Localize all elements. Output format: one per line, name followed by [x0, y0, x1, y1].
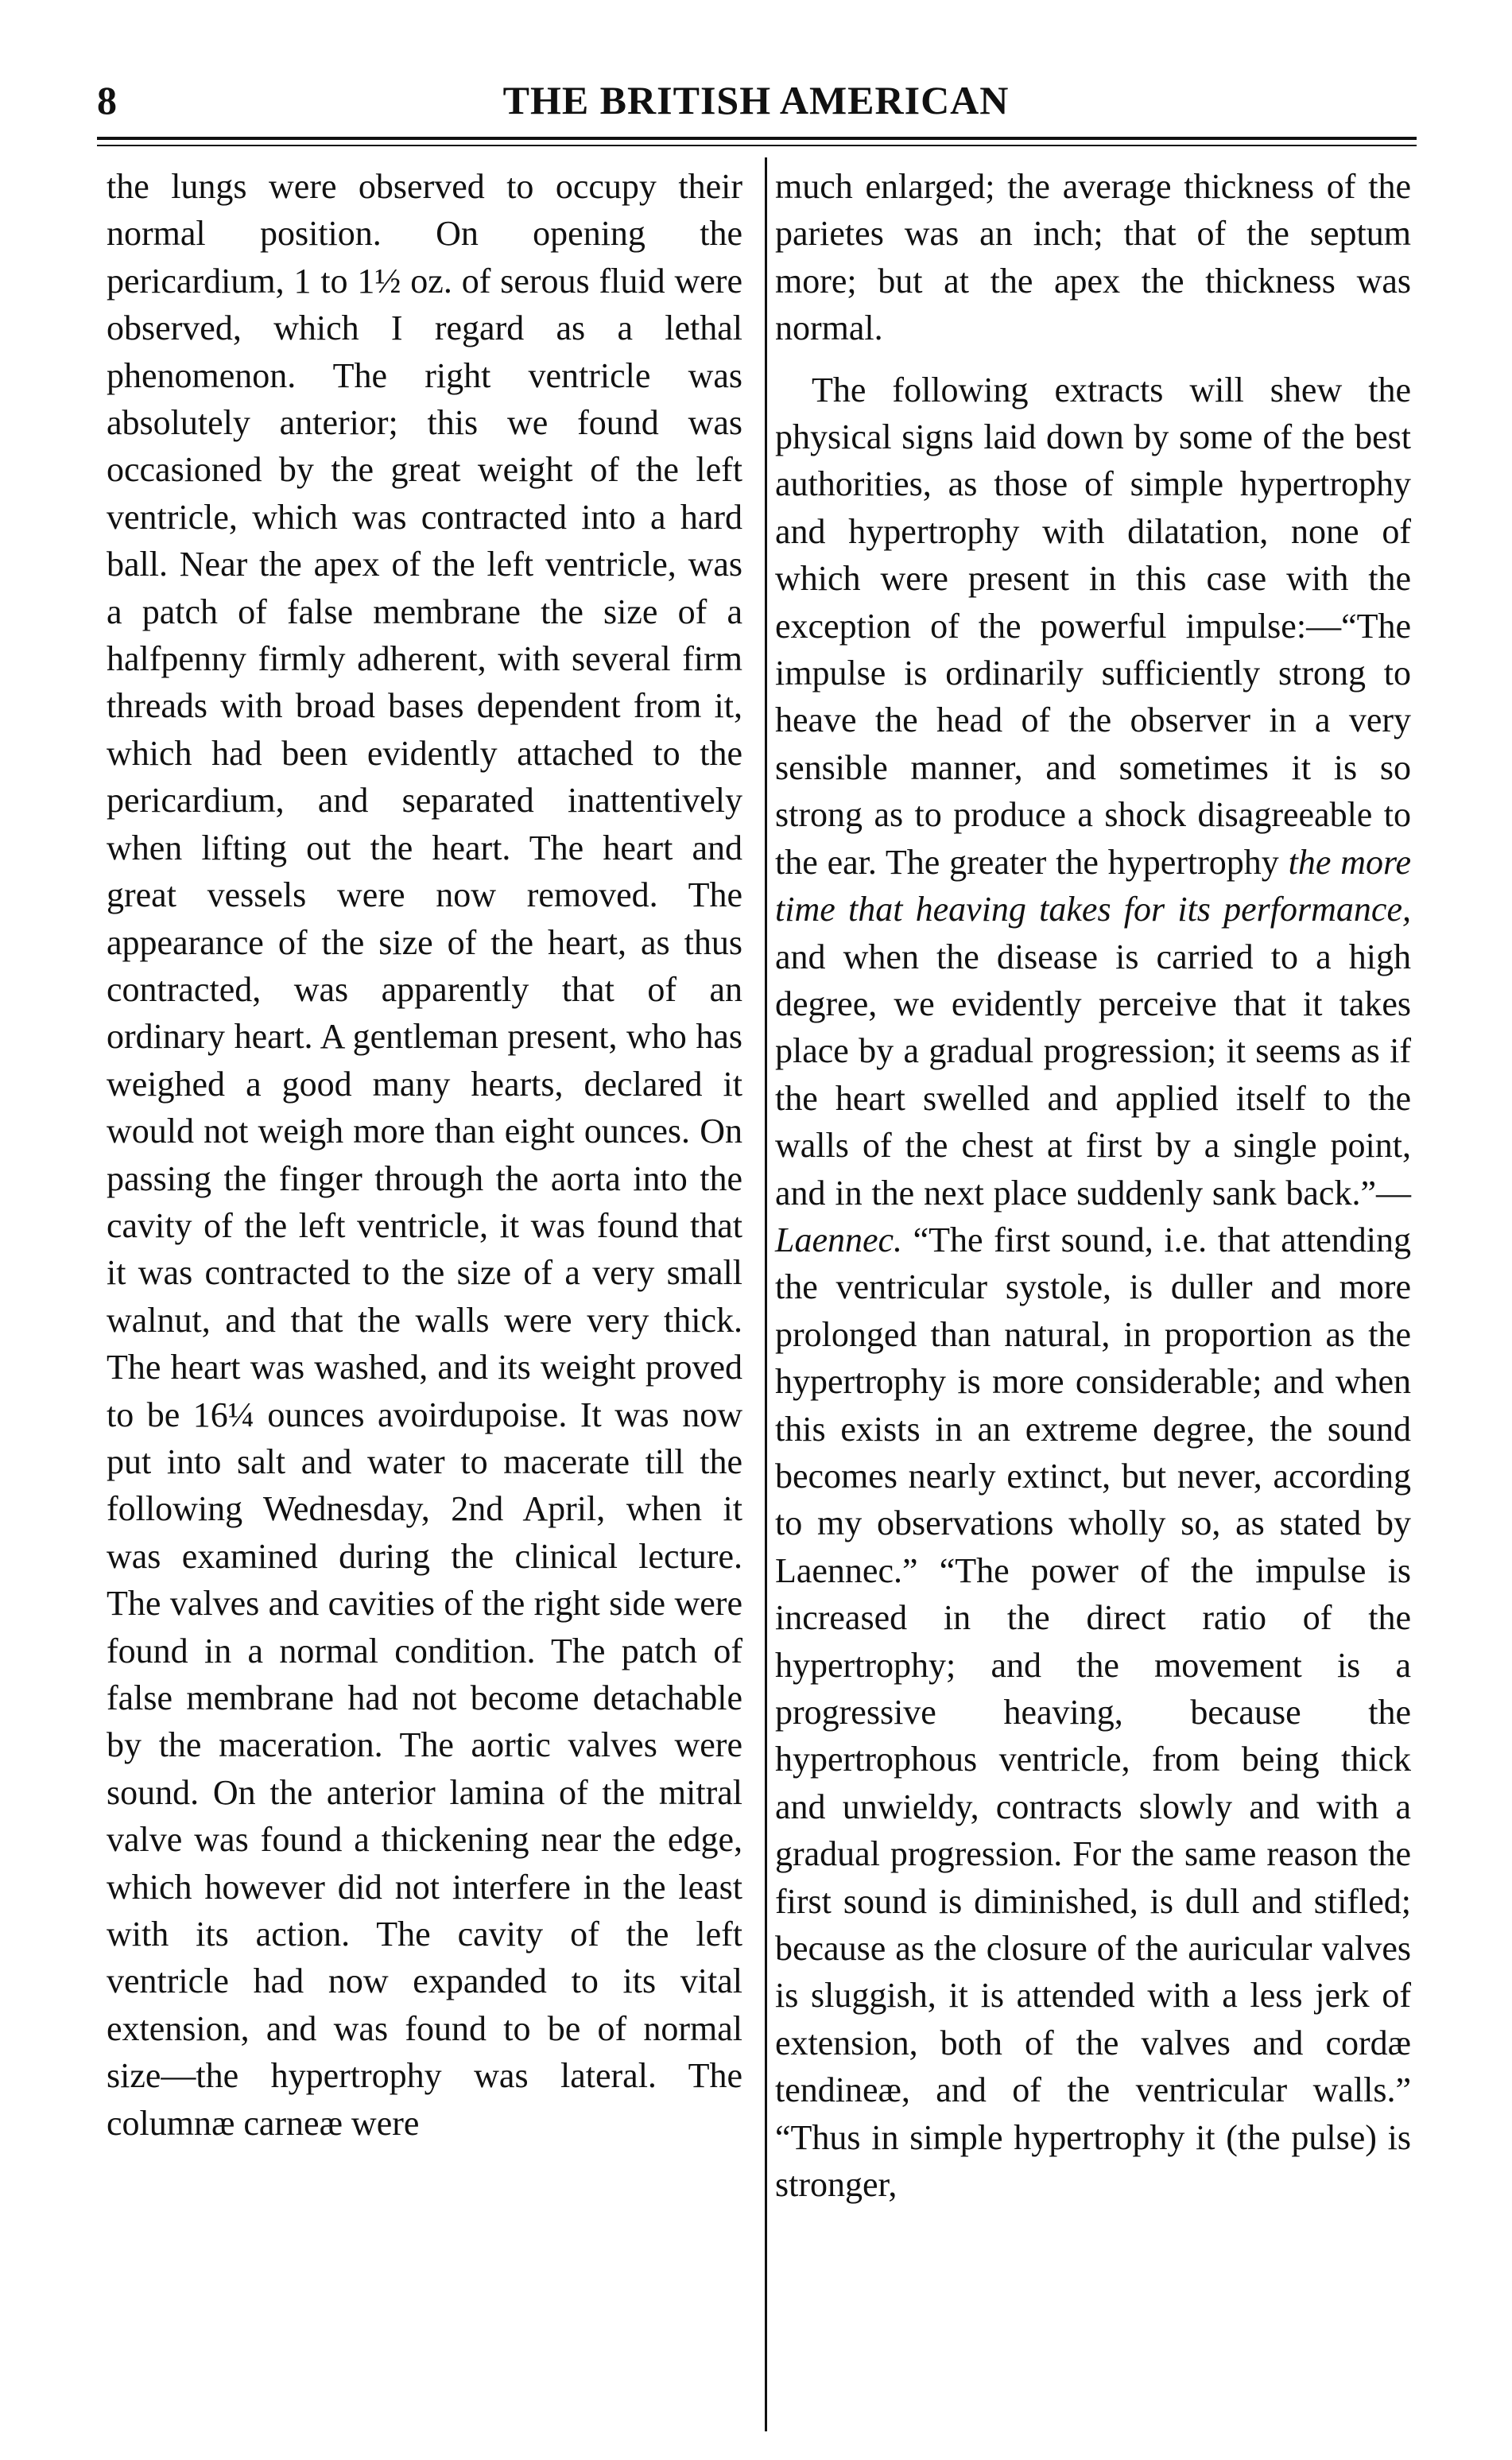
- italic-emphasis: the more time that heaving takes for its performance,: [775, 842, 1411, 929]
- left-paragraph: the lungs were observed to occupy their normal position. On opening the pericardium, 1 to 1½ oz. of serous fluid were observed, which I regard as a lethal phenomenon. The right ventricle was absolutely anterior; this we found was occasioned by the great weight of the left ventricle, which was contracted into a hard ball. Near the apex of the left ventricle, was a patch of false membrane the size of a halfpenny firmly adherent, with several firm threads with broad bases dependent from it, which had been evidently attached to the pericardium, and separated inattentively when lifting out the heart. The heart and great vessels were now removed. The appearance of the size of the heart, as thus contracted, was apparently that of an ordinary heart. A gentleman present, who has weighed a good many hearts, declared it would not weigh more than eight ounces. On passing the finger through the aorta into the cavity of the left ventricle, it was found that it was contracted to the size of a very small walnut, and that the walls were very thick. The heart was washed, and its weight proved to be 16¼ ounces avoirdupoise. It was now put into salt and water to macerate till the following Wednesday, 2nd April, when it was examined during the clinical lecture. The valves and cavities of the right side were found in a normal condition. The patch of false membrane had not become detachable by the maceration. The aortic valves were sound. On the anterior lamina of the mitral valve was found a thickening near the edge, which however did not interfere in the least with its action. The cavity of the left ventricle had now expanded to its vital extension, and was found to be of normal size—the hypertrophy was lateral. The columnæ carneæ were: [107, 167, 742, 2143]
- right-paragraph-1: much enlarged; the average thickness of the parietes was an inch; that of the septum more; but at the apex the thickness was normal.: [775, 167, 1411, 348]
- page-number: 8: [97, 78, 117, 122]
- left-column: [107, 163, 742, 2147]
- column-divider: [765, 157, 767, 2431]
- right-column: [775, 163, 1411, 2208]
- header-rule-thick: [97, 137, 1417, 140]
- cited-author: Laennec.: [775, 1220, 903, 1259]
- paragraph-text: and when the disease is carried to a high degree, we evidently perceive that it takes place by a gradual progression; it seems as if the heart swelled and applied itself to the walls of the chest at first by a single point, and in the next place suddenly sank back.”—: [775, 937, 1411, 1213]
- paragraph-text: “The first sound, i.e. that attending the ventricular systole, is duller and more prolonged than natural, in proportion as the hypertrophy is more considerable; and when this exists in an extreme degree, the sound becomes nearly extinct, but never, according to my observations wholly so, as stated by Laennec.” “The power of the impulse is increased in the direct ratio of the hypertrophy; and the movement is a progressive heaving, because the hypertrophous ventricle, from being thick and unwieldy, contracts slowly and with a gradual progression. For the same reason the first sound is diminished, is dull and stifled; because as the closure of the auricular valves is sluggish, it is attended with a less jerk of extension, both of the valves and cordæ tendineæ, and of the ventricular walls.” “Thus in simple hypertrophy it (the pulse) is stronger,: [775, 1220, 1411, 2205]
- running-head-title: THE BRITISH AMERICAN: [502, 78, 1010, 122]
- paragraph-text: The following extracts will shew the physical signs laid down by some of the best authorities, as those of simple hypertrophy and hypertrophy with dilatation, none of which were present in this case with the exception of the powerful impulse:—“The impulse is ordinarily sufficiently strong to heave the head of the observer in a very sensible manner, and sometimes it is so strong as to produce a shock disagreeable to the ear. The greater the hypertrophy: [775, 370, 1411, 882]
- header-rule-thin: [97, 145, 1417, 146]
- right-paragraph-2: [775, 367, 1411, 2209]
